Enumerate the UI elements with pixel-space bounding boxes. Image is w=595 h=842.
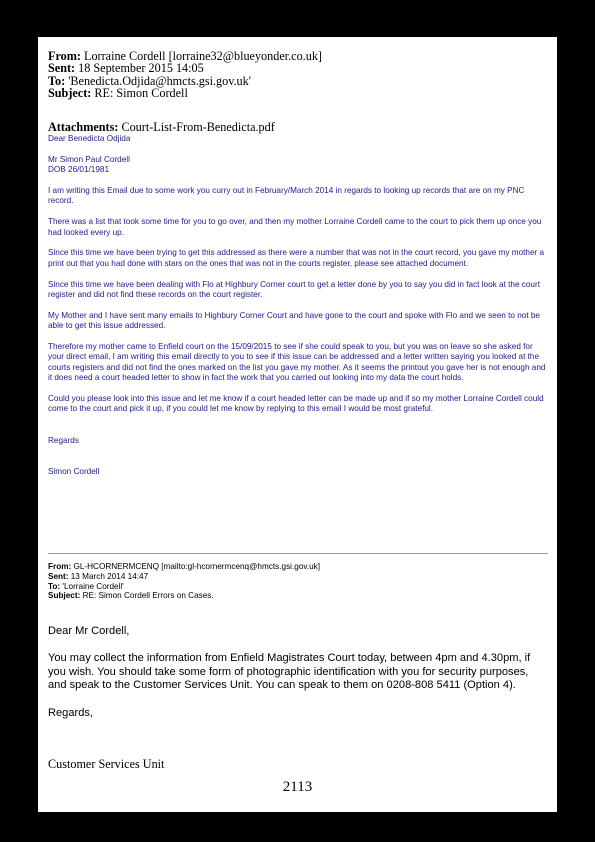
email1-body (48, 134, 548, 477)
name-line: Mr Simon Paul Cordell (48, 154, 130, 164)
to-label: To: (48, 73, 66, 88)
sent-value: 18 September 2015 14:05 (78, 61, 204, 76)
body-paragraph: Since this time we have been dealing with Flo at Highbury Corner court to get a letter done by you to say you did in fact look at the court register and did not find these records on the court register. (48, 279, 540, 300)
to-value: 'Benedicta.Odjida@hmcts.gsi.gov.uk' (68, 73, 251, 88)
greeting: Dear Mr Cordell, (48, 625, 130, 637)
sent-label: Sent: (48, 61, 76, 76)
attachments-line (48, 120, 275, 135)
body-paragraph: I am writing this Email due to some work you curry out in February/March 2014 in regards to looking up records that are on my PNC record. (48, 186, 525, 206)
signature: Simon Cordell (48, 466, 100, 476)
body-paragraph: Could you please look into this issue and let me know if a court headed letter can be made up and if so my mother Lorraine Cordell could come to the court and pick it up, if you could let me know by replying to this email I would be most grateful. (48, 394, 544, 414)
from-value: Lorraine Cordell [lorraine32@blueyonder.co.uk] (84, 49, 322, 63)
attachments-label: Attachments: (48, 120, 119, 134)
email2-header (48, 562, 320, 601)
to-label: To: (48, 581, 61, 591)
body-paragraph: You may collect the information from Enfield Magistrates Court today, between 4pm and 4.30pm, if you wish. You should take some form of photographic identification with you for security purposes, and speak to the Customer Services Unit. You can speak to them on 0208-808 5411 (Option 4). (48, 652, 531, 692)
subject-label: Subject: (48, 591, 81, 601)
body-paragraph: There was a list that took some time for you to go over, and then my mother Lorraine Cordell came to the court to pick them up once you had looked every up. (48, 217, 542, 237)
body-paragraph: Since this time we have been trying to get this addressed as there were a number that was not in the court record, you gave my mother a print out that you had done with stars on the ones that was not in the courts register, please see attached document. (48, 248, 545, 268)
email2-body (48, 625, 548, 720)
body-paragraph: My Mother and I have sent many emails to Highbury Corner Court and have gone to the court and spoke with Flo and we seen to not be able to get this issue addressed. (48, 310, 540, 331)
email-divider (48, 553, 548, 554)
sent-value: 13 March 2014 14:47 (70, 571, 149, 581)
from-value: GL-HCORNERMCENQ [mailto:gl-hcornermcenq@hmcts.gsi.gov.uk] (73, 562, 321, 571)
dob-line: DOB 26/01/1981 (48, 165, 109, 175)
page-number: 2113 (282, 779, 313, 795)
document-page (38, 37, 557, 812)
attachment-filename: Court-List-From-Benedicta.pdf (121, 120, 275, 134)
from-label: From: (48, 562, 72, 571)
subject-label: Subject: (48, 86, 92, 101)
regards: Regards (48, 435, 79, 445)
sent-label: Sent: (48, 571, 69, 581)
body-paragraph: Therefore my mother came to Enfield court on the 15/09/2015 to see if she could speak to you, but you was on leave so she asked for your direct email, I am writing this email directly to you to see if this issue can be addressed and a letter written saying you looked at the courts registers and did not find the ones marked on the list you gave my mother. As it seems the printout you gave her is not enough and it does need a court headed letter to show in fact the work that you carried out looking into my data the court holds. (48, 342, 546, 383)
customer-services-unit: Customer Services Unit (48, 757, 165, 771)
regards: Regards, (48, 706, 94, 719)
subject-value: RE: Simon Cordell (94, 86, 188, 101)
from-label: From: (48, 49, 81, 63)
subject-value: RE: Simon Cordell Errors on Cases. (82, 591, 214, 601)
greeting: Dear Benedicta Odjida (48, 134, 131, 143)
email1-header (48, 50, 322, 100)
to-value: 'Lorraine Cordell' (62, 581, 124, 591)
